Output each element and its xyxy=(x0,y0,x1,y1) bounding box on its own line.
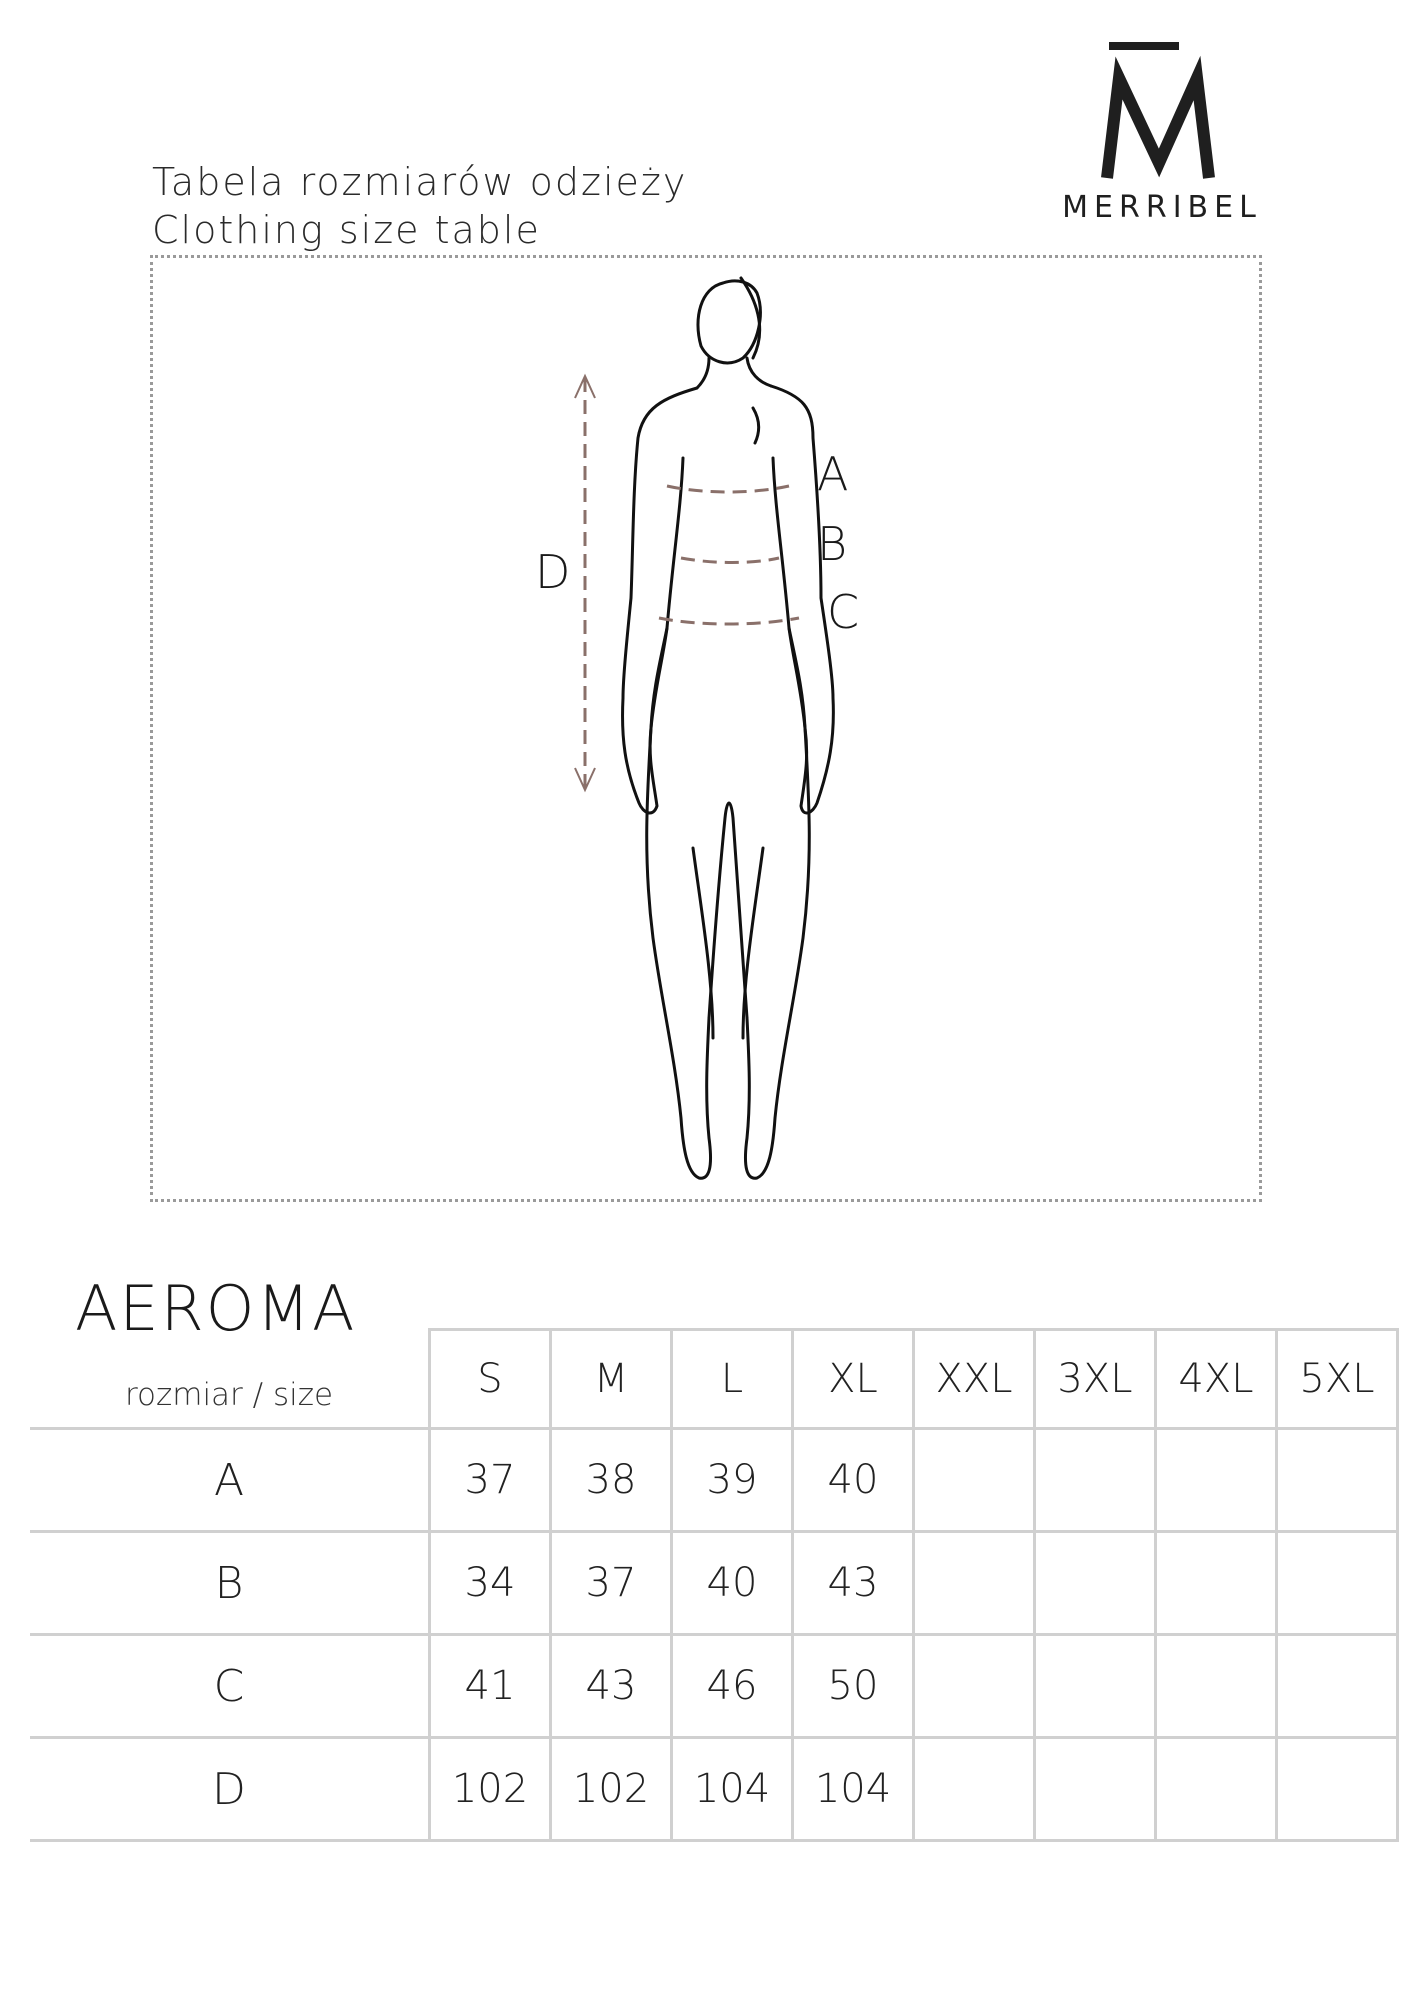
table-row xyxy=(30,1738,1398,1841)
brand-logo xyxy=(1052,38,1272,228)
size-caption: rozmiar / size xyxy=(124,1377,334,1414)
size-header-3xl: 3XL xyxy=(1035,1330,1156,1429)
size-header-m: M xyxy=(551,1330,672,1429)
table-cell: 102 xyxy=(551,1738,672,1841)
table-cell: 104 xyxy=(672,1738,793,1841)
table-cell xyxy=(1156,1738,1277,1841)
row-label-c: C xyxy=(30,1635,430,1738)
table-cell xyxy=(1156,1532,1277,1635)
table-cell xyxy=(1035,1738,1156,1841)
table-cell xyxy=(1156,1635,1277,1738)
table-cell: 34 xyxy=(430,1532,551,1635)
row-label-b: B xyxy=(30,1532,430,1635)
table-cell: 40 xyxy=(793,1429,914,1532)
label-a: A xyxy=(817,447,849,501)
size-header-5xl: 5XL xyxy=(1277,1330,1398,1429)
table-cell: 46 xyxy=(672,1635,793,1738)
table-cell: 39 xyxy=(672,1429,793,1532)
table-cell: 37 xyxy=(551,1532,672,1635)
table-cell: 37 xyxy=(430,1429,551,1532)
size-header-xl: XL xyxy=(793,1330,914,1429)
table-cell: 43 xyxy=(793,1532,914,1635)
table-cell: 50 xyxy=(793,1635,914,1738)
table-cell: 40 xyxy=(672,1532,793,1635)
table-cell xyxy=(1035,1532,1156,1635)
body-silhouette-illustration xyxy=(153,258,1265,1205)
table-cell xyxy=(1035,1429,1156,1532)
table-cell xyxy=(914,1738,1035,1841)
title-english: Clothing size table xyxy=(152,208,541,252)
table-cell xyxy=(1277,1738,1398,1841)
table-cell xyxy=(1277,1635,1398,1738)
table-cell: 41 xyxy=(430,1635,551,1738)
table-row xyxy=(30,1635,1398,1738)
table-row xyxy=(30,1532,1398,1635)
label-d: D xyxy=(535,545,571,599)
table-cell xyxy=(1277,1532,1398,1635)
size-table xyxy=(30,1328,1399,1842)
table-cell xyxy=(1277,1429,1398,1532)
table-cell: 38 xyxy=(551,1429,672,1532)
size-caption-cell xyxy=(30,1330,430,1429)
title-polish: Tabela rozmiarów odzieży xyxy=(152,160,688,204)
title-block xyxy=(152,158,687,254)
row-label-a: A xyxy=(30,1429,430,1532)
table-row xyxy=(30,1429,1398,1532)
table-cell: 43 xyxy=(551,1635,672,1738)
label-c: C xyxy=(827,585,860,639)
product-name: AEROMA xyxy=(75,1272,357,1345)
brand-name: MERRIBEL xyxy=(1062,190,1262,225)
table-cell xyxy=(1035,1635,1156,1738)
size-header-4xl: 4XL xyxy=(1156,1330,1277,1429)
size-header-l: L xyxy=(672,1330,793,1429)
table-cell xyxy=(914,1429,1035,1532)
label-b: B xyxy=(817,517,848,571)
logo-m-icon xyxy=(1097,38,1227,188)
size-header-xxl: XXL xyxy=(914,1330,1035,1429)
table-cell xyxy=(914,1635,1035,1738)
size-header-row xyxy=(30,1330,1398,1429)
size-header-s: S xyxy=(430,1330,551,1429)
table-cell xyxy=(914,1532,1035,1635)
table-cell: 104 xyxy=(793,1738,914,1841)
table-cell: 102 xyxy=(430,1738,551,1841)
table-cell xyxy=(1156,1429,1277,1532)
figure-frame xyxy=(150,255,1262,1202)
row-label-d: D xyxy=(30,1738,430,1841)
